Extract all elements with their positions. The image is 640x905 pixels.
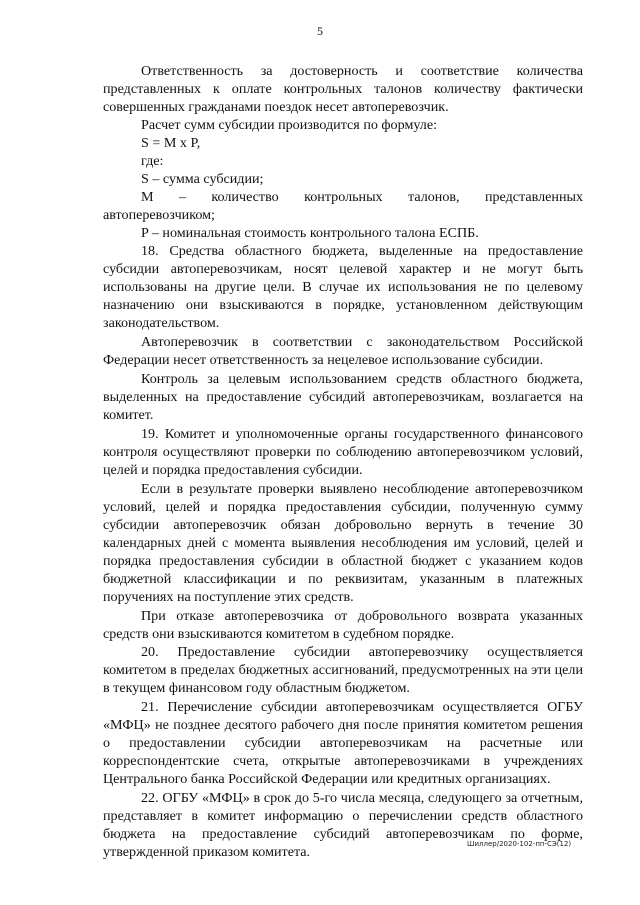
clause-18: 18. Средства областного бюджета, выделенные на предоставление субсидии автоперевозчикам, носят целевой характер и не могут быть использованы на другие цели. В случае их использования не по целевому назначению они взыскиваются в порядке, установленном действующим законодательством.	[103, 243, 583, 331]
paragraph-responsibility: Ответственность за достоверность и соответствие количества представленных к оплате контрольных талонов количеству фактически совершенных гражданами поездок несет автоперевозчик.	[103, 63, 583, 115]
clause-19-refusal: При отказе автоперевозчика от добровольного возврата указанных средств они взыскиваются комитетом в судебном порядке.	[103, 608, 583, 642]
clause-21: 21. Перечисление субсидии автоперевозчикам осуществляется ОГБУ «МФЦ» не позднее десятого рабочего дня после принятия комитетом решения о предоставлении субсидии автоперевозчикам на расчетные или корреспондентские счета, открытые автоперевозчиками в учреждениях Центрального банка Российской Федерации или кредитных организациях.	[103, 699, 583, 787]
clause-20: 20. Предоставление субсидии автоперевозчику осуществляется комитетом в пределах бюджетных ассигнований, предусмотренных на эти цели в текущем финансовом году областным бюджетом.	[103, 644, 583, 696]
page-number: 5	[317, 24, 323, 38]
formula-m-definition: M – количество контрольных талонов, представленных автоперевозчиком;	[103, 189, 583, 223]
formula-p-definition: P – номинальная стоимость контрольного талона ЕСПБ.	[141, 225, 479, 241]
clause-18-control: Контроль за целевым использованием средств областного бюджета, выделенных на предоставление субсидий автоперевозчикам, возлагается на комитет.	[103, 371, 583, 423]
document-code: Шиллер/2020-102-пп-СЭ(12)	[467, 840, 572, 848]
formula: S = M x P,	[141, 135, 201, 151]
formula-where: где:	[141, 153, 164, 169]
formula-s-definition: S – сумма субсидии;	[141, 171, 264, 187]
clause-22: 22. ОГБУ «МФЦ» в срок до 5-го числа месяца, следующего за отчетным, представляет в комитет информацию о перечислении средств областного бюджета на предоставление субсидий автоперевозчикам по форме, утвержденной приказом комитета.	[103, 790, 583, 860]
clause-19: 19. Комитет и уполномоченные органы государственного финансового контроля осуществляют проверки по соблюдению автоперевозчиком условий, целей и порядка предоставления субсидии.	[103, 426, 583, 478]
document-body	[103, 62, 583, 861]
paragraph-formula-intro: Расчет сумм субсидии производится по формуле:	[141, 117, 437, 133]
clause-18-liability: Автоперевозчик в соответствии с законодательством Российской Федерации несет ответственность за нецелевое использование субсидии.	[103, 334, 583, 368]
clause-19-return: Если в результате проверки выявлено несоблюдение автоперевозчиком условий, целей и порядка предоставления субсидии, полученную сумму субсидии автоперевозчик обязан добровольно вернуть в течение 30 календарных дней с момента выявления несоблюдения им условий, целей и порядка предоставления субсидии в областной бюджет с указанием кодов бюджетной классификации и по реквизитам, указанным в платежных поручениях на поступление этих средств.	[103, 481, 583, 605]
